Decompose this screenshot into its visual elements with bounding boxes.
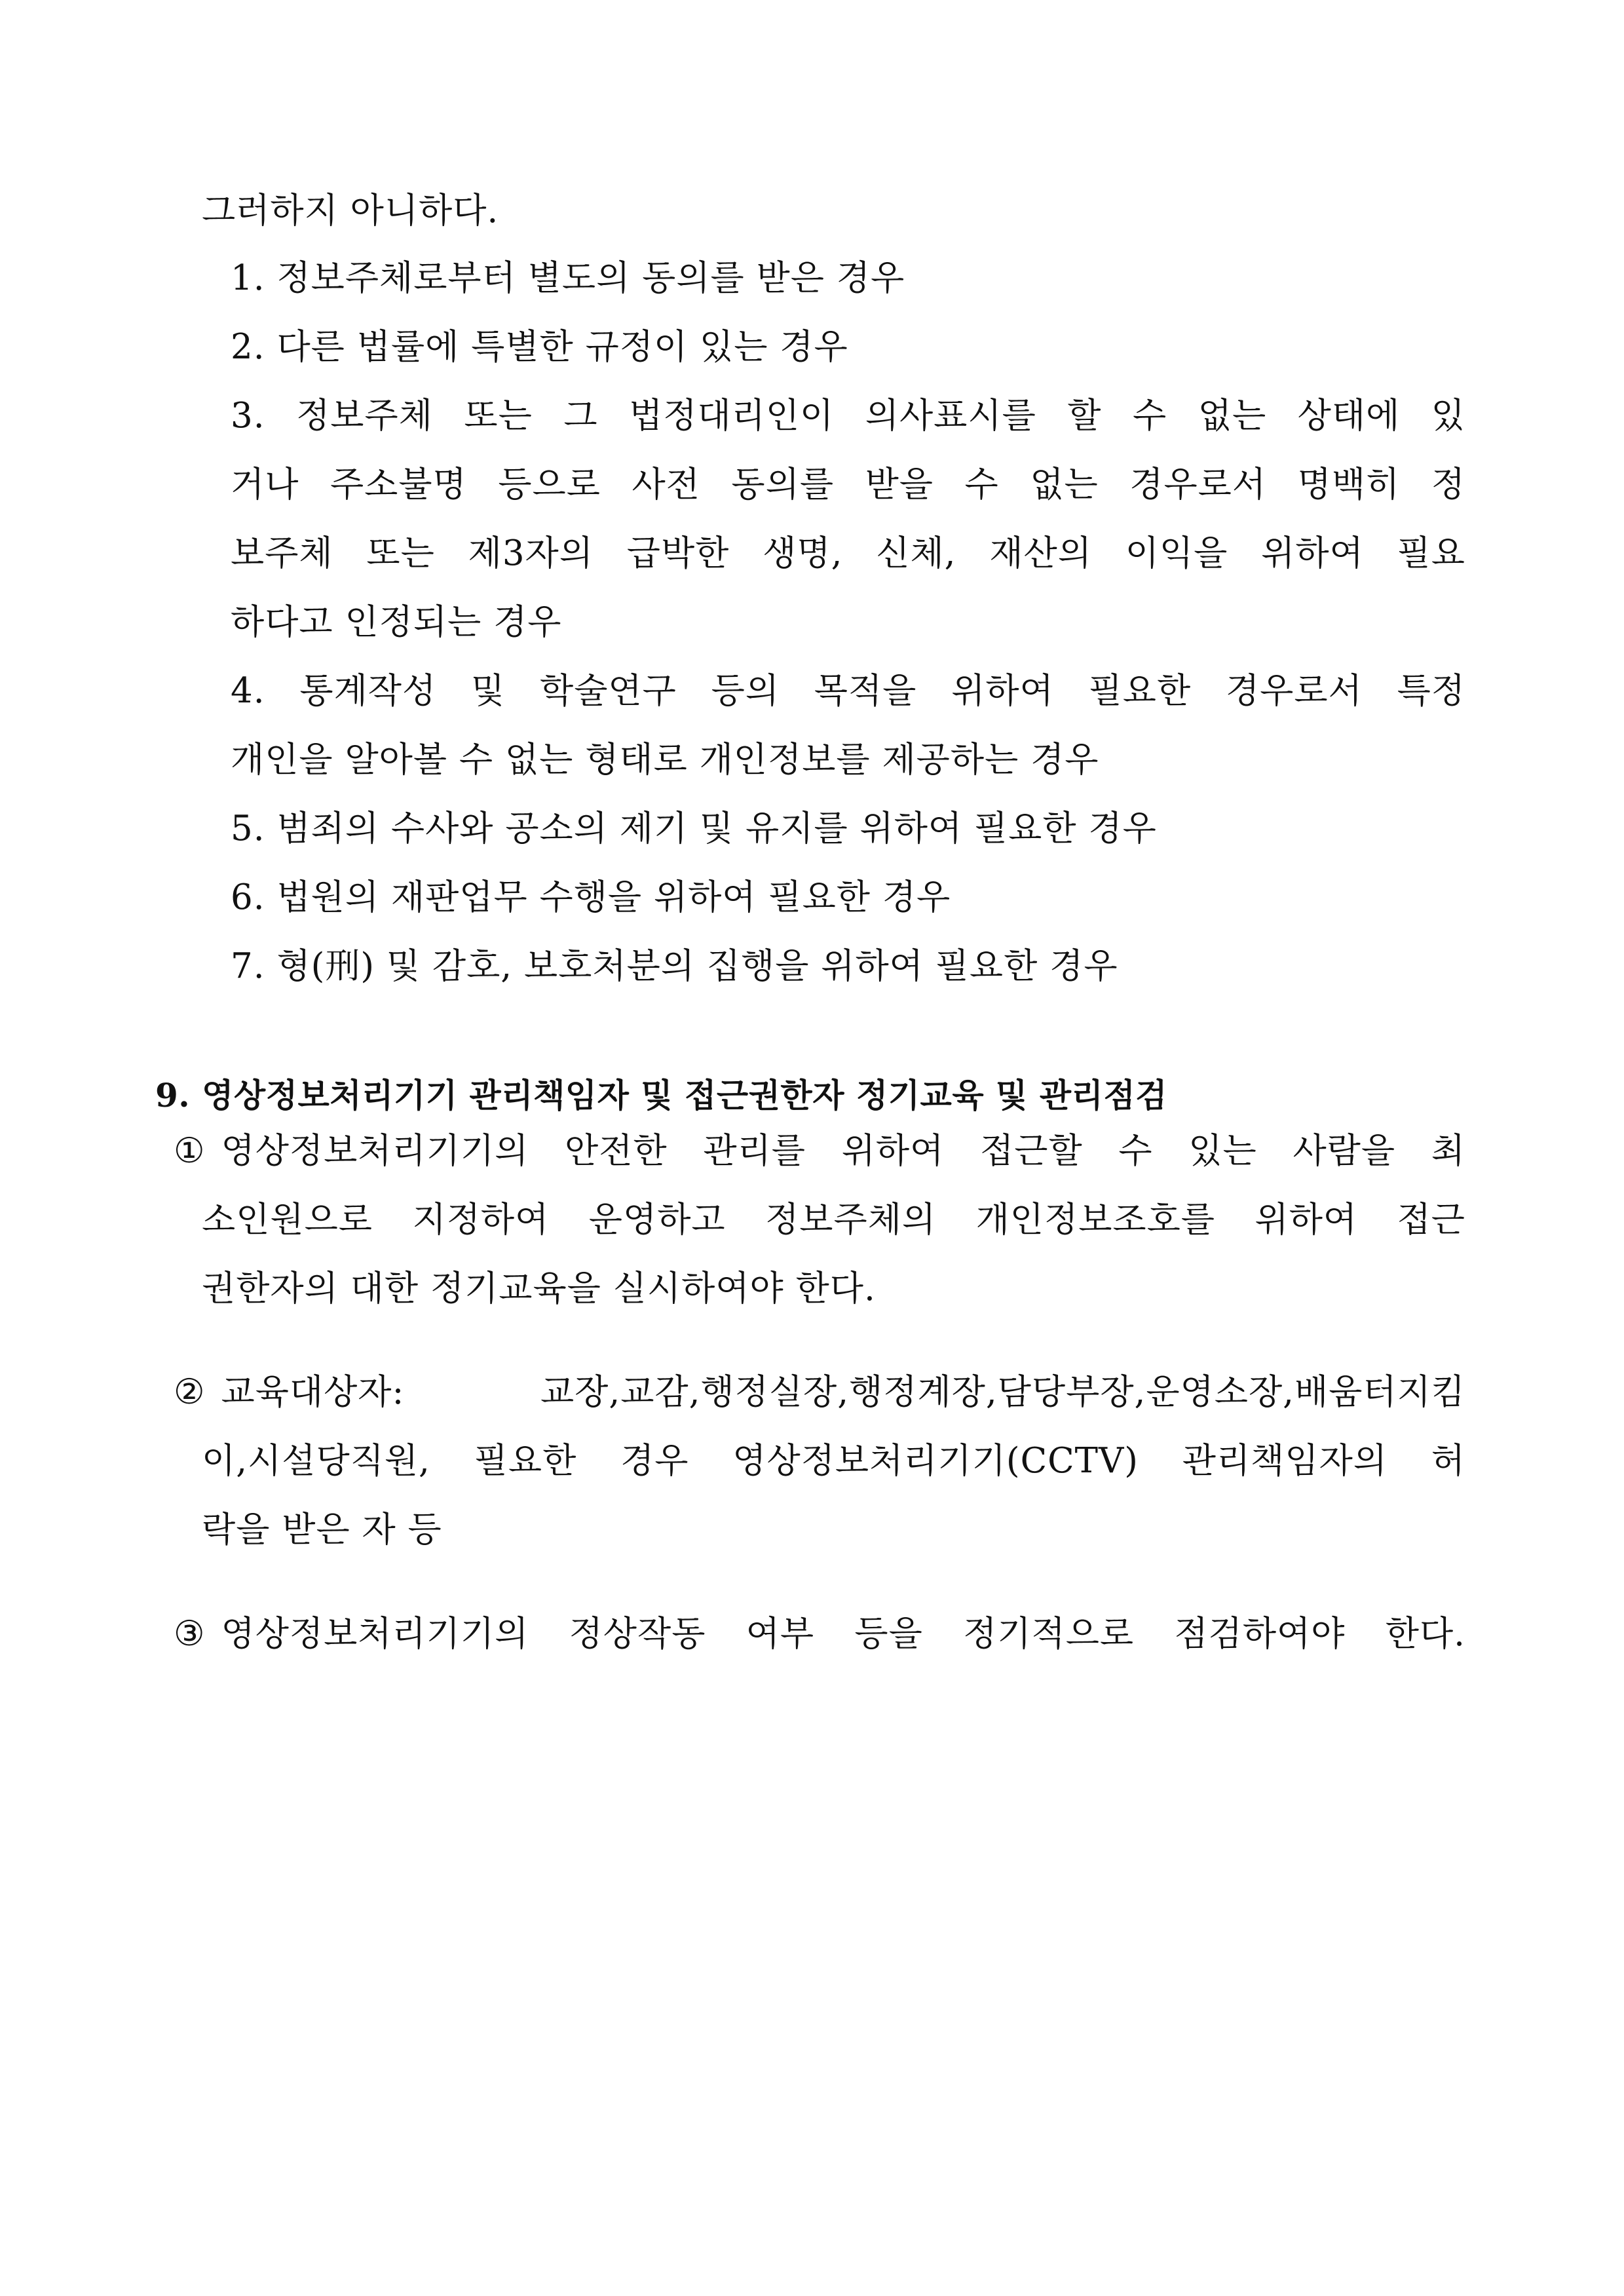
item-text: 영상정보처리기기의 안전한 관리를 위하여 접근할 수 있는 사람을 최 bbox=[221, 1131, 1465, 1171]
exception-item-7 bbox=[231, 946, 1118, 987]
exception-item-6 bbox=[231, 877, 951, 919]
section-9-item-3-line-1 bbox=[174, 1613, 1465, 1655]
item-number: 6. bbox=[231, 877, 265, 917]
item-text: 다른 법률에 특별한 규정이 있는 경우 bbox=[276, 327, 848, 367]
section-9-heading: 9. 영상정보처리기기 관리책임자 및 접근권한자 정기교육 및 관리점검 bbox=[155, 1076, 1167, 1115]
item-number: 2. bbox=[231, 327, 265, 367]
section-9-item-2-line-1 bbox=[174, 1371, 1465, 1413]
section-9-item-2-line-3: 락을 받은 자 등 bbox=[202, 1510, 442, 1550]
exception-item-2 bbox=[231, 326, 848, 368]
intro-line: 그러하지 아니하다. bbox=[202, 191, 499, 231]
exception-item-5 bbox=[231, 808, 1157, 850]
item-number: 3. bbox=[231, 396, 265, 436]
exception-item-1 bbox=[231, 258, 905, 299]
exception-item-4-line-1 bbox=[231, 670, 1465, 712]
item-text: 통계작성 및 학술연구 등의 목적을 위하여 필요한 경우로서 특정 bbox=[299, 671, 1465, 711]
item-number: 7. bbox=[231, 946, 265, 986]
exception-item-3-line-3: 보주체 또는 제3자의 급박한 생명, 신체, 재산의 이익을 위하여 필요 bbox=[231, 533, 1465, 573]
circled-number-2: ② bbox=[174, 1372, 206, 1412]
exception-item-3-line-4: 하다고 인정되는 경우 bbox=[231, 602, 562, 642]
item-text: 법원의 재판업무 수행을 위하여 필요한 경우 bbox=[276, 877, 951, 917]
item-text: 범죄의 수사와 공소의 제기 및 유지를 위하여 필요한 경우 bbox=[276, 809, 1157, 849]
item-number: 5. bbox=[231, 809, 265, 849]
item-text: 정보주체 또는 그 법정대리인이 의사표시를 할 수 없는 상태에 있 bbox=[296, 396, 1465, 436]
item-number: 4. bbox=[231, 671, 265, 711]
item-text: 정보주체로부터 별도의 동의를 받은 경우 bbox=[276, 258, 905, 298]
section-9-item-1-line-1 bbox=[174, 1130, 1465, 1172]
item-number: 1. bbox=[231, 258, 265, 298]
exception-item-3-line-1 bbox=[231, 395, 1465, 437]
item-text: 교육대상자: 교장,교감,행정실장,행정계장,담당부장,운영소장,배움터지킴 bbox=[221, 1372, 1465, 1412]
circled-number-3: ③ bbox=[174, 1614, 206, 1654]
exception-item-4-line-2: 개인을 알아볼 수 없는 형태로 개인정보를 제공하는 경우 bbox=[231, 740, 1099, 780]
item-text: 형(刑) 및 감호, 보호처분의 집행을 위하여 필요한 경우 bbox=[276, 946, 1118, 986]
item-text: 영상정보처리기기의 정상작동 여부 등을 정기적으로 점검하여야 한다. bbox=[221, 1614, 1465, 1654]
exception-item-3-line-2: 거나 주소불명 등으로 사전 동의를 받을 수 없는 경우로서 명백히 정 bbox=[231, 465, 1465, 505]
circled-number-1: ① bbox=[174, 1131, 206, 1171]
section-9-item-1-line-2: 소인원으로 지정하여 운영하고 정보주체의 개인정보조호를 위하여 접근 bbox=[202, 1200, 1465, 1240]
section-9-item-2-line-2: 이,시설당직원, 필요한 경우 영상정보처리기기(CCTV) 관리책임자의 허 bbox=[202, 1441, 1465, 1481]
section-9-item-1-line-3: 권한자의 대한 정기교육을 실시하여야 한다. bbox=[202, 1269, 876, 1309]
